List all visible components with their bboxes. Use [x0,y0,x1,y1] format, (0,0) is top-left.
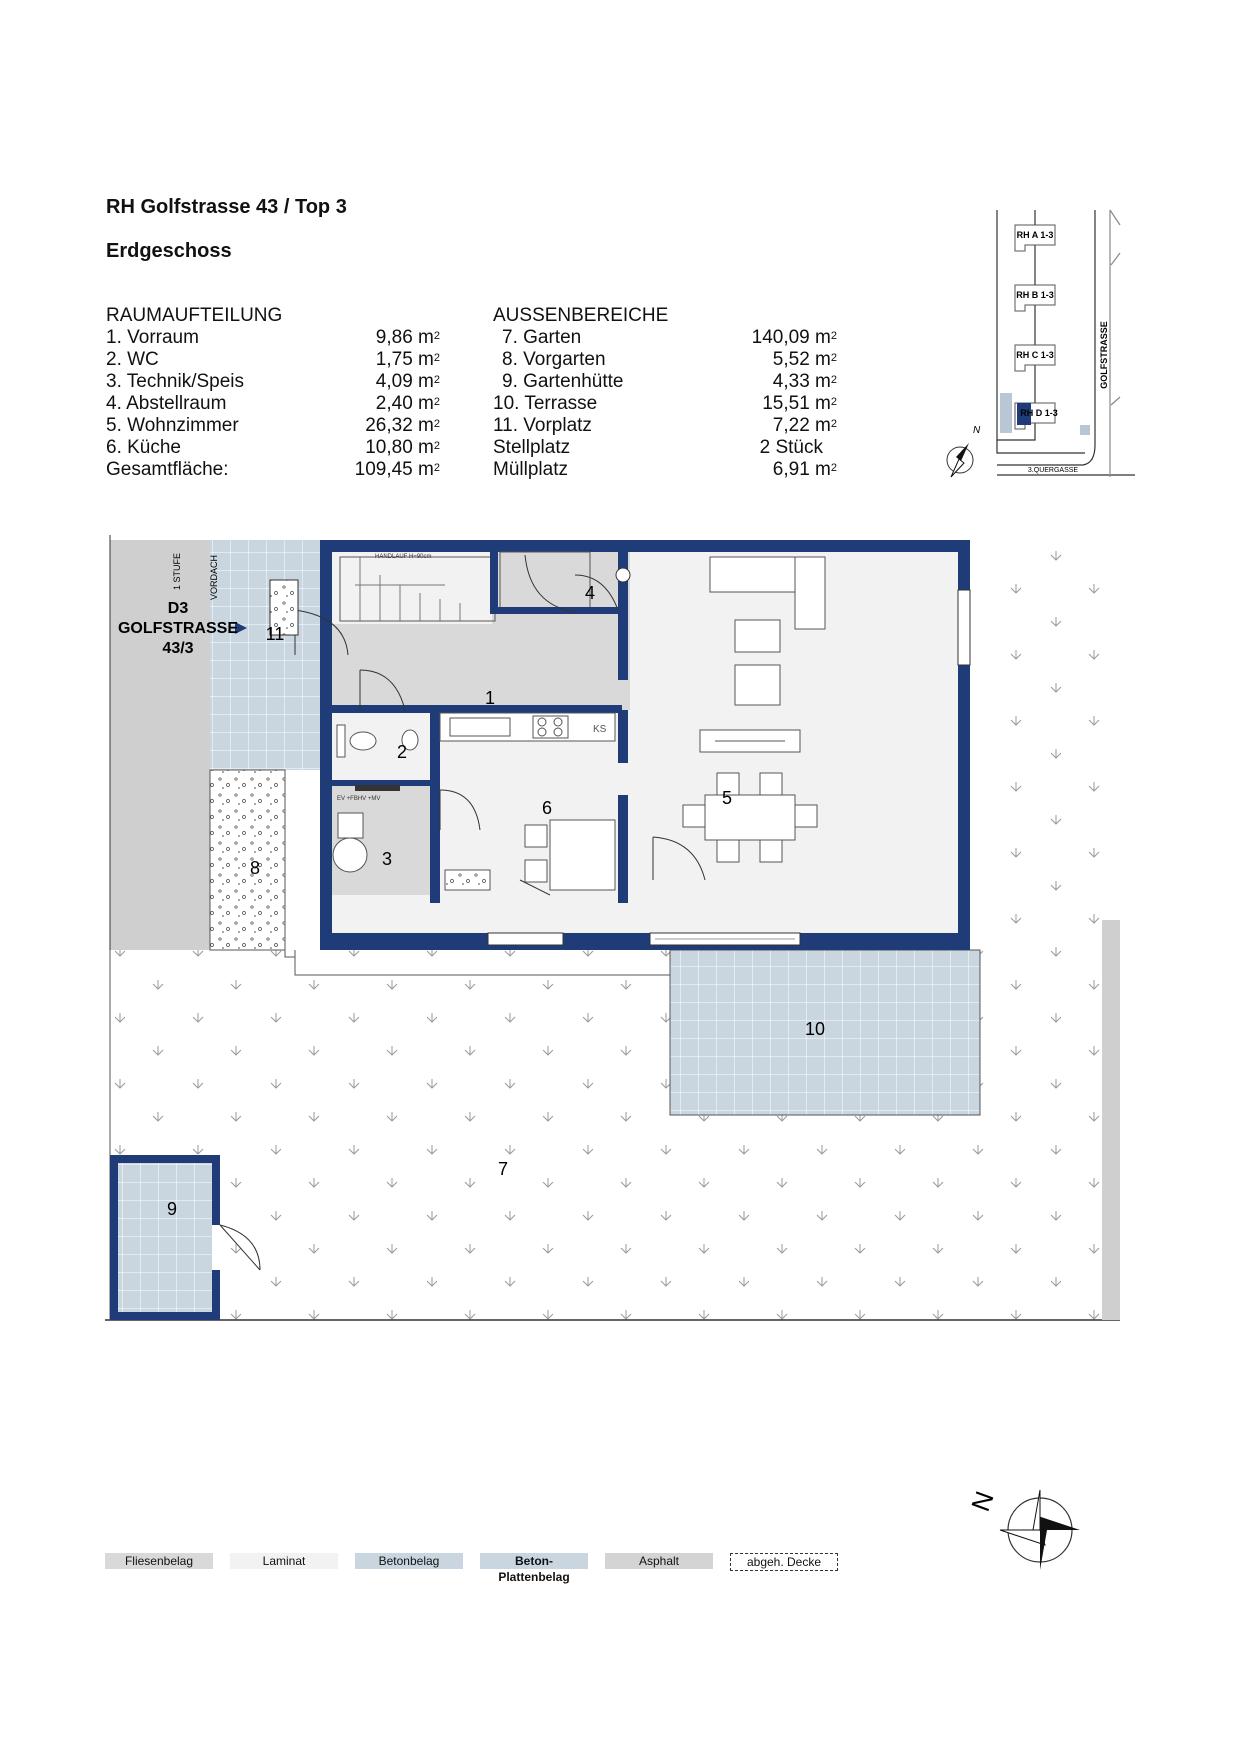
outdoor-table-heading: AUSSENBEREICHE [493,305,669,326]
unit-superscript: 2 [433,330,440,342]
unit-superscript: 2 [433,352,440,364]
neighbour-wall [1102,920,1120,1320]
entrance-label: GOLFSTRASSE [117,620,239,637]
unit-superscript: 2 [433,374,440,386]
room-number: 9 [166,1199,178,1219]
room-row [106,415,440,437]
room-label: 6. Küche [106,437,181,458]
outdoor-area: 2 Stück [759,437,823,458]
site-parking [1080,425,1090,435]
toilet-icon [350,732,376,750]
abstellraum-floor [500,552,590,612]
site-unit-label: RH A 1-3 [1016,230,1054,240]
canopy-label: VORDACH [209,554,219,600]
unit-superscript: 2 [830,418,837,430]
site-key-plan [935,205,1135,480]
legend-concrete: Betonbelag [355,1553,463,1569]
outdoor-table [493,305,837,481]
room-area: 9,86 m [375,327,434,348]
site-unit-label: RH C 1-3 [1016,350,1054,360]
site-unit-label: RH B 1-3 [1016,290,1054,300]
room-area: 26,32 m [365,415,434,436]
stair-zone [332,552,492,624]
legend-laminate: Laminat [230,1553,338,1569]
outdoor-label: 9. Gartenhütte [502,371,624,392]
north-label: N [965,1487,1000,1516]
room-number: 10 [804,1019,826,1039]
room-row [106,393,440,415]
unit-superscript: 2 [433,462,440,474]
outdoor-area: 6,91 m [772,459,831,480]
room-row [106,371,440,393]
vorplatz-area [210,540,325,770]
outdoor-area: 15,51 m [762,393,831,414]
site-north-label: N [973,425,981,436]
outdoor-row [493,393,837,415]
unit-superscript: 2 [433,396,440,408]
room-number: 7 [497,1159,509,1179]
outdoor-row [493,437,837,459]
unit-superscript: 2 [433,440,440,452]
outdoor-label: Stellplatz [493,437,571,458]
unit-superscript: 2 [830,462,837,474]
outdoor-label: 8. Vorgarten [502,349,606,370]
site-unit-label: RH D 1-3 [1020,408,1058,418]
room-label: 1. Vorraum [106,327,199,348]
outdoor-area: 140,09 m [751,327,831,348]
ks-label: KS [593,724,607,735]
entrance-label: D3 [167,600,189,617]
outdoor-label: 10. Terrasse [493,393,598,414]
entrance-label: 43/3 [162,640,194,657]
project-title: RH Golfstrasse 43 / Top 3 [106,196,347,218]
outdoor-area: 4,33 m [772,371,831,392]
room-row-total [106,459,440,481]
legend-tile: Fliesenbelag [105,1553,213,1569]
room-number: 4 [584,583,596,603]
room-number: 8 [249,858,261,878]
room-area: 2,40 m [375,393,434,414]
vorgarten-area [210,770,285,950]
room-label: Gesamtfläche: [106,459,229,480]
site-street-label: GOLFSTRASSE [1099,321,1109,389]
room-row [106,327,440,349]
room-number: 6 [541,798,553,818]
room-table-heading: RAUMAUFTEILUNG [106,305,283,326]
outdoor-label: 7. Garten [502,327,582,348]
room-label: 2. WC [106,349,159,370]
site-d-garden [1000,393,1012,433]
north-compass-icon [955,1475,1085,1585]
floor-plan [105,535,1135,1325]
outdoor-row [493,459,837,481]
room-table [106,305,440,481]
room-label: 3. Technik/Speis [106,371,245,392]
room-area: 4,09 m [375,371,434,392]
room-row [106,349,440,371]
room-number: 11 [265,624,285,644]
outdoor-label: Müllplatz [493,459,568,480]
unit-superscript: 2 [830,330,837,342]
room-area: 1,75 m [375,349,434,370]
outdoor-label: 11. Vorplatz [493,415,592,436]
legend-lowered-ceiling: abgeh. Decke [730,1553,838,1571]
unit-superscript: 2 [433,418,440,430]
floor-title: Erdgeschoss [106,240,232,262]
fireplace-icon [616,568,630,582]
boiler-icon [333,838,367,872]
outdoor-row [493,415,837,437]
garden-side-area [985,540,1115,950]
kitchen-counter [440,713,615,741]
handrail-label: HANDLAUF H=90cm [375,554,432,560]
site-compass-icon [947,443,973,477]
shed-floor [118,1163,212,1312]
room-area: 10,80 m [365,437,434,458]
room-area: 109,45 m [354,459,434,480]
unit-superscript: 2 [830,374,837,386]
legend-concrete-slabs: Beton-Plattenbelag [480,1553,588,1569]
meter-label: EV +FBHV +MV [337,796,381,802]
outdoor-row [493,371,837,393]
room-number: 1 [484,688,496,708]
unit-superscript: 2 [830,352,837,364]
room-label: 5. Wohnzimmer [106,415,239,436]
room-label: 4. Abstellraum [106,393,227,414]
room-number: 3 [381,849,393,869]
unit-superscript: 2 [830,396,837,408]
armchair [735,665,780,705]
step-label: 1 STUFE [172,552,182,590]
room-row [106,437,440,459]
room-number: 5 [721,788,733,808]
outdoor-area: 5,52 m [772,349,831,370]
legend-asphalt: Asphalt [605,1553,713,1569]
armchair [735,620,780,652]
outdoor-area: 7,22 m [772,415,831,436]
outdoor-row [493,349,837,371]
site-street-label: 3.QUERGASSE [1027,467,1079,474]
outdoor-row [493,327,837,349]
room-number: 2 [396,742,408,762]
asphalt-driveway [110,540,210,950]
